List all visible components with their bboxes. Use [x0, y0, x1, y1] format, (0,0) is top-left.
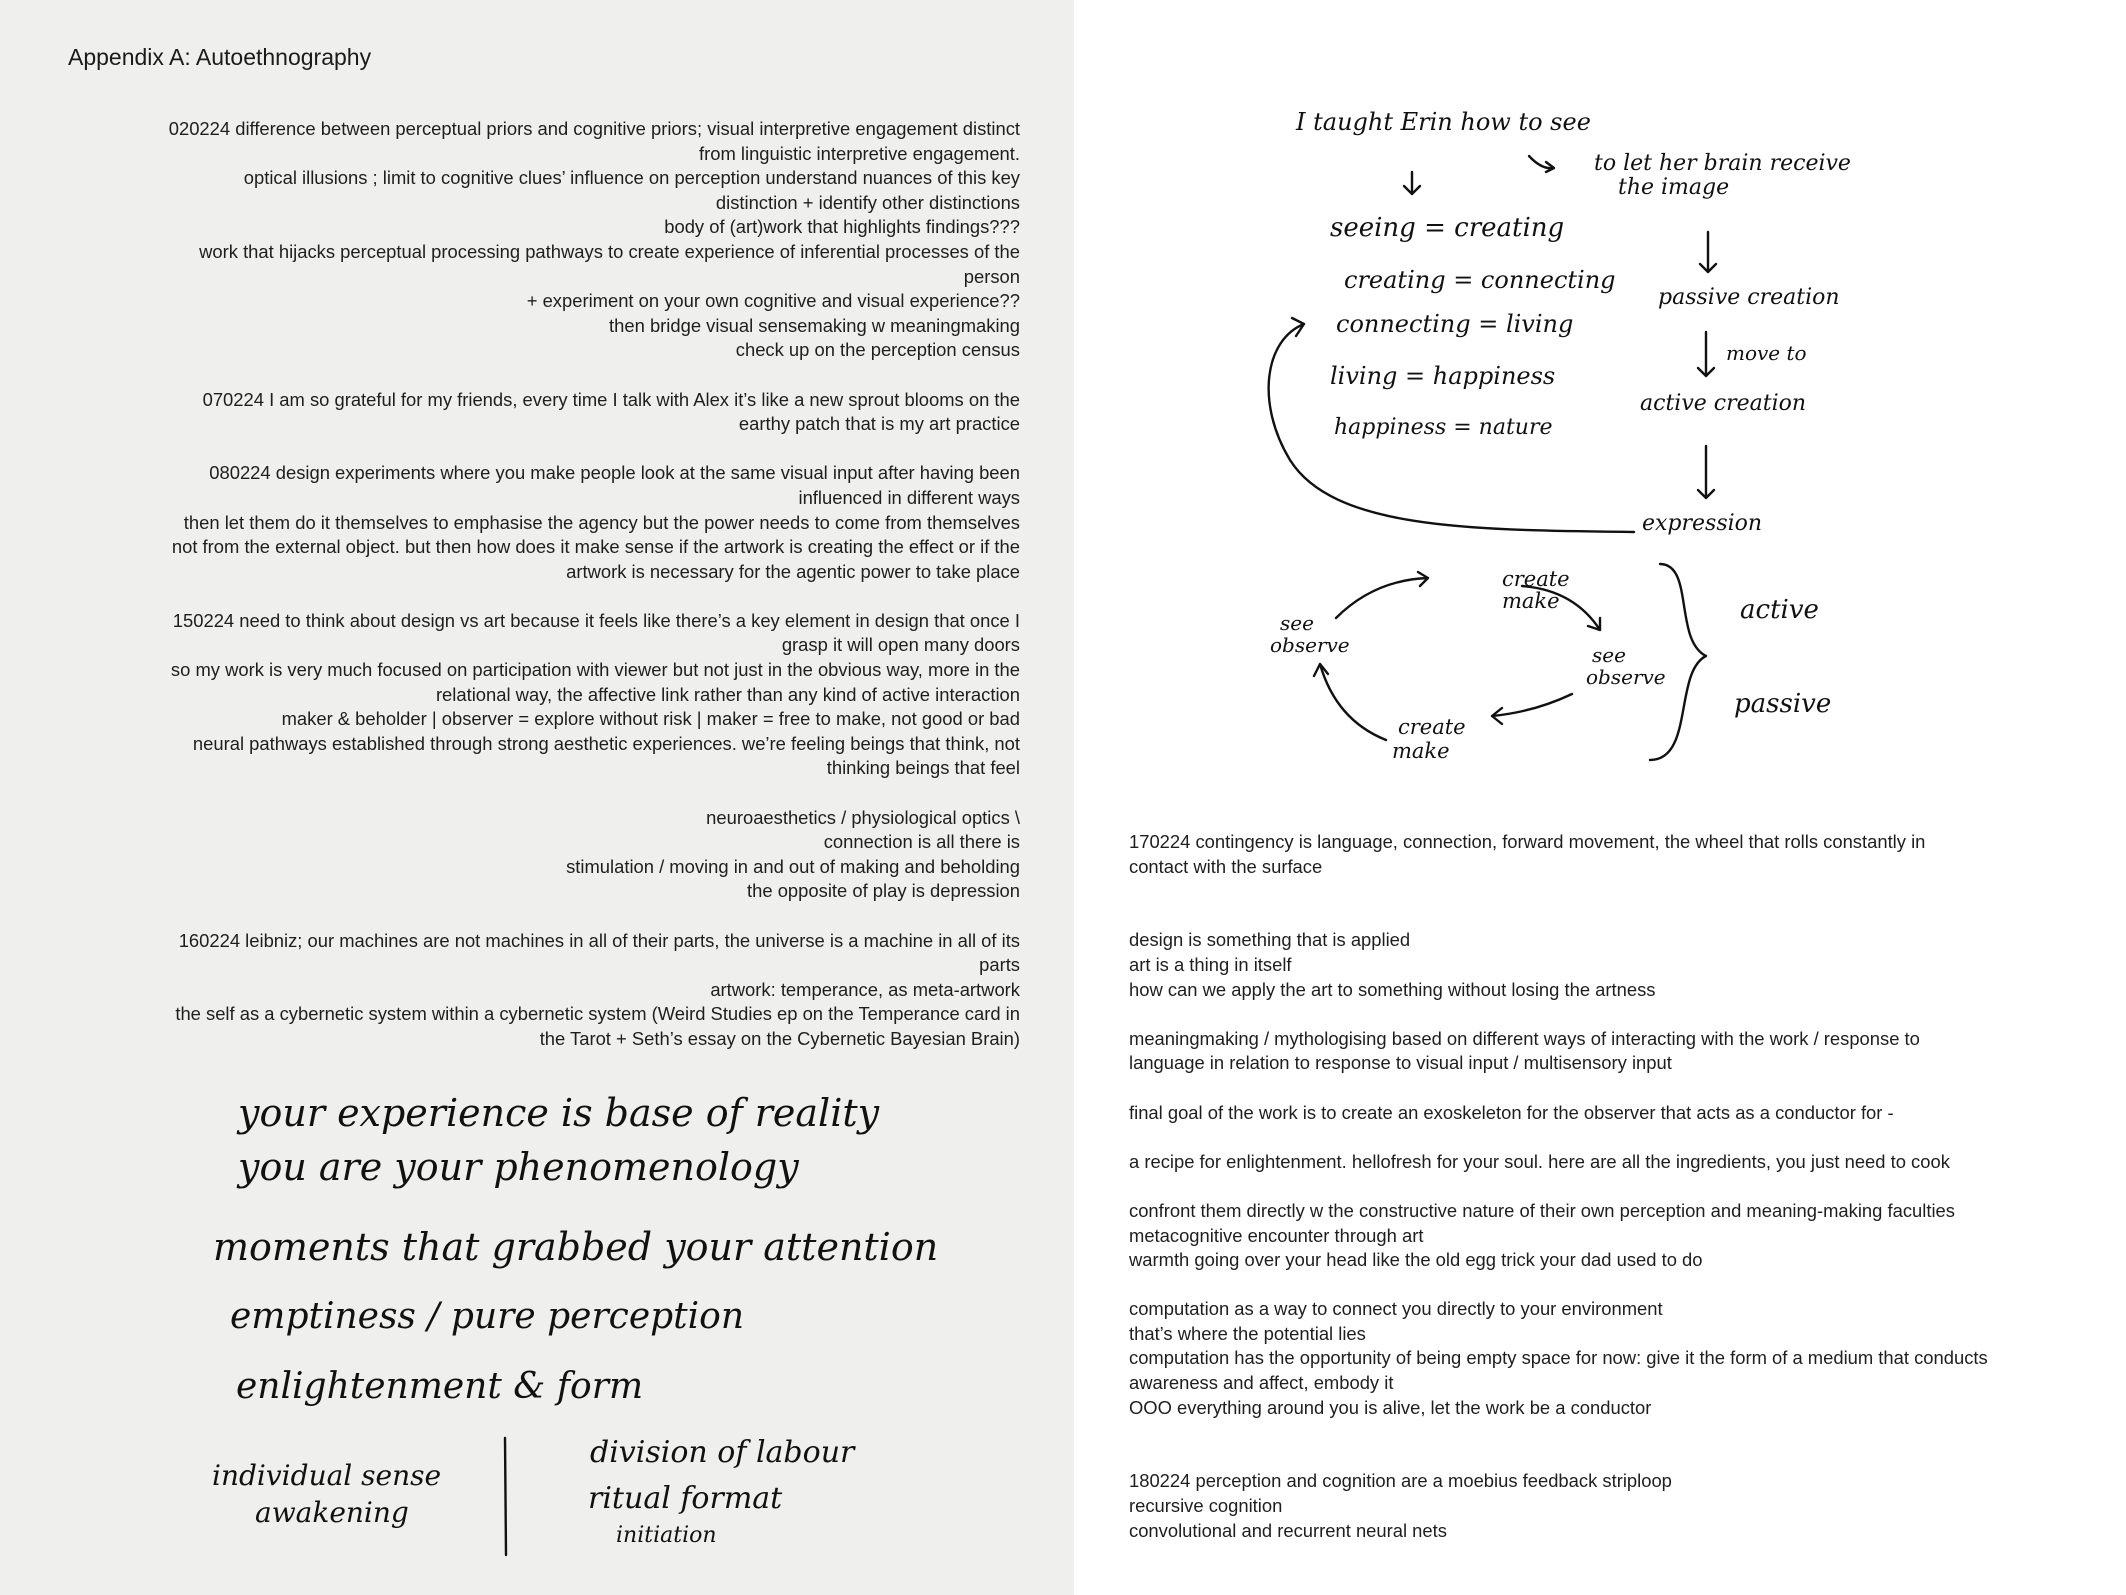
diagram-text: active creation	[1640, 391, 1807, 416]
journal-line: the self as a cybernetic system within a cybernetic system (Weird Studies ep on the Temperance card in	[175, 1003, 1020, 1025]
journal-line: stimulation / moving in and out of making and beholding	[566, 855, 1020, 877]
diagram-text: create	[1398, 715, 1466, 739]
diagram-text: see	[1280, 611, 1314, 635]
cycle-arrow	[1492, 694, 1572, 724]
journal-line: so my work is very much focused on participation with viewer but not just in the obvious way, more in the	[170, 659, 1020, 681]
journal-line: warmth going over your head like the old egg trick your dad used to do	[1129, 1249, 1703, 1271]
journal-line: 080224 design experiments where you make people look at the same visual input after having been	[209, 462, 1020, 484]
arrow-down-icon	[1700, 232, 1716, 272]
diagram-text: the image	[1618, 175, 1730, 200]
entry-gap	[1129, 1445, 2089, 1470]
entry-gap	[1129, 1174, 2089, 1199]
handwritten-line: individual sense	[212, 1459, 442, 1492]
diagram-text: make	[1502, 589, 1560, 613]
journal-line: relational way, the affective link rather than any kind of active interaction	[435, 683, 1020, 705]
entry-gap	[1129, 1002, 2089, 1027]
diagram-text: observe	[1270, 633, 1350, 657]
handwritten-line: you are your phenomenology	[238, 1145, 799, 1189]
diagram-text: living = happiness	[1330, 362, 1556, 390]
journal-line: influenced in different ways	[798, 486, 1020, 508]
handwritten-line: emptiness / pure perception	[230, 1296, 745, 1337]
diagram-text: active	[1740, 595, 1819, 625]
journal-line: person	[963, 265, 1020, 287]
journal-line: work that hijacks perceptual processing pathways to create experience of inferential processes of the	[199, 240, 1020, 262]
journal-line: 160224 leibniz; our machines are not machines in all of their parts, the universe is a machine in all of its	[178, 929, 1020, 951]
journal-line: final goal of the work is to create an exoskeleton for the observer that acts as a conductor for -	[1129, 1101, 1894, 1123]
journal-line: language in relation to response to visual input / multisensory input	[1129, 1052, 1672, 1074]
journal-line: OOO everything around you is alive, let the work be a conductor	[1129, 1396, 1652, 1418]
journal-line: 150224 need to think about design vs art because it feels like there’s a key element in design that once I	[172, 609, 1020, 631]
diagram-text: to let her brain receive	[1594, 151, 1851, 176]
journal-line: neuroaesthetics / physiological optics \	[706, 806, 1020, 828]
diagram-text: passive creation	[1658, 285, 1840, 310]
journal-line: not from the external object. but then how does it make sense if the artwork is creating the effect or if the	[171, 536, 1020, 558]
handwritten-line: ritual format	[588, 1481, 783, 1516]
journal-line: the Tarot + Seth’s essay on the Cybernetic Bayesian Brain)	[539, 1027, 1020, 1049]
journal-line: artwork is necessary for the agentic power to take place	[566, 560, 1020, 582]
journal-line: the opposite of play is depression	[747, 880, 1020, 902]
diagram-text: passive	[1734, 689, 1832, 719]
journal-line: a recipe for enlightenment. hellofresh for your soul. here are all the ingredients, you just need to cook	[1129, 1150, 1950, 1172]
journal-line: 020224 difference between perceptual priors and cognitive priors; visual interpretive engagement distinct	[168, 118, 1020, 139]
curved-arrow-icon	[1529, 156, 1554, 172]
brace-icon	[1650, 564, 1706, 760]
journal-line: 170224 contingency is language, connection, forward movement, the wheel that rolls constantly in	[1129, 831, 1926, 852]
journal-line: earthy patch that is my art practice	[738, 413, 1020, 435]
arrow-down-icon	[1698, 332, 1714, 376]
left-journal-entries	[60, 117, 1020, 1052]
journal-line: then bridge visual sensemaking w meaningmaking	[609, 314, 1020, 336]
journal-line: neural pathways established through strong aesthetic experiences. we’re feeling beings that think, not	[192, 732, 1020, 754]
diagram-text: create	[1502, 567, 1570, 591]
journal-line: from linguistic interpretive engagement.	[699, 142, 1020, 164]
journal-line: connection is all there is	[823, 831, 1020, 853]
journal-line: 070224 I am so grateful for my friends, every time I talk with Alex it’s like a new sprout blooms on the	[202, 388, 1020, 410]
cycle-arrow	[1336, 572, 1428, 618]
journal-line: distinction + identify other distinctions	[715, 191, 1020, 213]
right-journal-entries	[1129, 830, 2089, 1543]
divider-stroke	[505, 1438, 506, 1555]
diagram-text: observe	[1586, 665, 1666, 689]
handwritten-line: moments that grabbed your attention	[213, 1225, 939, 1269]
diagram-text: seeing = creating	[1330, 213, 1565, 243]
journal-line: computation has the opportunity of being empty space for now: give it the form of a medium that conducts	[1129, 1347, 1988, 1369]
handwritten-notes-left	[0, 1060, 1074, 1580]
entry-gap	[1129, 904, 2089, 929]
arrow-down-icon	[1404, 172, 1420, 194]
diagram-text: creating = connecting	[1344, 266, 1616, 294]
entry-gap	[1129, 1420, 2089, 1445]
journal-line: then let them do it themselves to emphasise the agency but the power needs to come from themselves	[183, 511, 1020, 533]
entry-gap	[60, 584, 1020, 609]
journal-line: that’s where the potential lies	[1129, 1322, 1366, 1344]
handwritten-line: initiation	[616, 1523, 717, 1548]
handwritten-line: awakening	[255, 1496, 409, 1529]
journal-line: art is a thing in itself	[1129, 953, 1292, 975]
journal-line: grasp it will open many doors	[781, 634, 1020, 656]
journal-line: computation as a way to connect you directly to your environment	[1129, 1298, 1663, 1320]
handwritten-diagram	[1074, 100, 2126, 790]
arrow-down-icon	[1698, 446, 1714, 498]
journal-line: meaningmaking / mythologising based on different ways of interacting with the work / response to	[1129, 1027, 1920, 1049]
journal-line: 180224 perception and cognition are a moebius feedback striploop	[1129, 1470, 1672, 1492]
journal-line: recursive cognition	[1129, 1495, 1283, 1517]
journal-line: thinking beings that feel	[826, 757, 1020, 779]
journal-line: maker & beholder | observer = explore without risk | maker = free to make, not good or bad	[281, 708, 1020, 730]
cycle-arrow	[1314, 664, 1386, 740]
entry-gap	[1129, 879, 2089, 904]
journal-line: metacognitive encounter through art	[1129, 1224, 1424, 1246]
entry-gap	[1129, 1076, 2089, 1101]
diagram-text: happiness = nature	[1334, 415, 1553, 440]
entry-gap	[1129, 1273, 2089, 1298]
journal-line: design is something that is applied	[1129, 929, 1411, 951]
handwritten-line: division of labour	[590, 1435, 855, 1470]
journal-line: contact with the surface	[1129, 855, 1323, 877]
journal-line: how can we apply the art to something without losing the artness	[1129, 978, 1656, 1000]
diagram-text: I taught Erin how to see	[1296, 108, 1591, 136]
journal-line: convolutional and recurrent neural nets	[1129, 1519, 1447, 1541]
journal-line: check up on the perception census	[735, 339, 1020, 361]
page-heading: Appendix A: Autoethnography	[68, 44, 372, 70]
entry-gap	[60, 437, 1020, 462]
journal-line: artwork: temperance, as meta-artwork	[710, 978, 1020, 1000]
handwritten-line: enlightenment & form	[236, 1366, 644, 1407]
journal-line: parts	[979, 954, 1020, 976]
entry-gap	[60, 904, 1020, 929]
diagram-text: expression	[1642, 511, 1763, 536]
journal-line: optical illusions ; limit to cognitive clues’ influence on perception understand nuances of this key	[243, 167, 1020, 189]
diagram-text: make	[1392, 739, 1450, 763]
diagram-text: see	[1592, 643, 1626, 667]
journal-line: + experiment on your own cognitive and visual experience??	[526, 290, 1020, 312]
diagram-text: move to	[1726, 341, 1807, 365]
journal-line: confront them directly w the constructive nature of their own perception and meaning-making faculties	[1129, 1199, 1955, 1221]
entry-gap	[60, 781, 1020, 806]
handwritten-line: your experience is base of reality	[238, 1091, 880, 1135]
diagram-text: connecting = living	[1336, 310, 1574, 338]
journal-line: awareness and affect, embody it	[1129, 1372, 1394, 1394]
entry-gap	[1129, 1125, 2089, 1150]
entry-gap	[60, 363, 1020, 388]
journal-line: body of (art)work that highlights findings???	[664, 216, 1020, 238]
